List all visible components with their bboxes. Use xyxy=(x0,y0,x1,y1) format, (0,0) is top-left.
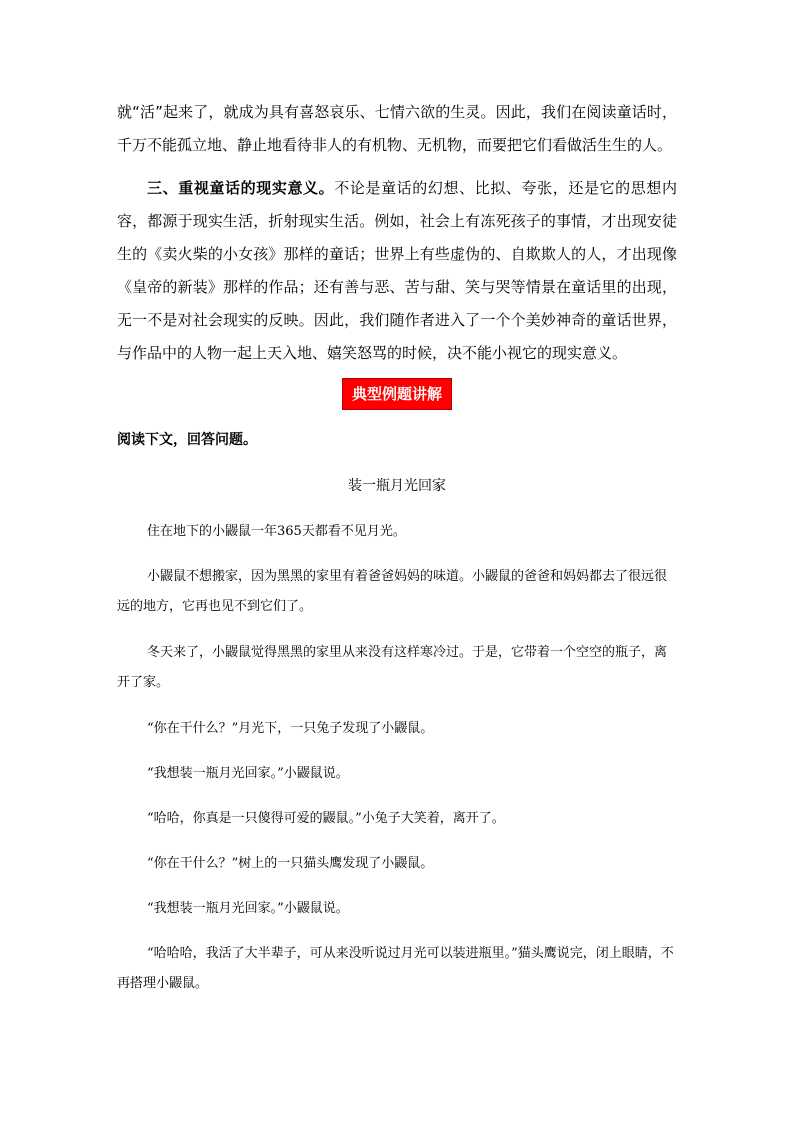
story-paragraph: 小鼹鼠不想搬家，因为黑黑的家里有着爸爸妈妈的味道。小鼹鼠的爸爸和妈妈都去了很远很远的地方，它再也见不到它们了。 xyxy=(117,569,668,614)
story-paragraph: 住在地下的小鼹鼠一年365天都看不见月光。 xyxy=(147,524,406,539)
paragraph-section-three xyxy=(117,172,677,370)
story-paragraph: “我想装一瓶月光回家。”小鼹鼠说。 xyxy=(147,766,349,781)
section-banner: 典型例题讲解 xyxy=(342,378,452,410)
story-paragraph: “你在干什么？”月光下，一只兔子发现了小鼹鼠。 xyxy=(147,721,434,736)
banner-container xyxy=(0,378,794,410)
section-three-heading: 三、重视童话的现实意义。 xyxy=(147,179,335,197)
story-paragraph: 冬天来了，小鼹鼠觉得黑黑的家里从来没有这样寒冷过。于是，它带着一个空空的瓶子，离开了家。 xyxy=(117,645,668,690)
story-paragraph: “哈哈，你真是一只傻得可爱的鼹鼠。”小兔子大笑着，离开了。 xyxy=(147,811,505,826)
section-three-body: 不论是童话的幻想、比拟、夸张，还是它的思想内容，都源于现实生活，折射现实生活。例如，社会上有冻死孩子的事情，才出现安徒生的《卖火柴的小女孩》那样的童话；世界上有些虚伪的、自欺欺人的人，才出现像《皇帝的新装》那样的作品；还有善与恶、苦与甜、笑与哭等情景在童话里的出现，无一不是对社会现实的反映。因此，我们随作者进入了一个个美妙神奇的童话世界，与作品中的人物一起上天入地、嬉笑怒骂的时候，决不能小视它的现实意义。 xyxy=(117,179,677,362)
story-title: 装一瓶月光回家 xyxy=(348,478,446,494)
paragraph-continuation: 就“活”起来了，就成为具有喜怒哀乐、七情六欲的生灵。因此，我们在阅读童话时，千万不能孤立地、静止地看待非人的有机物、无机物，而要把它们看做活生生的人。 xyxy=(117,103,677,154)
reading-instruction: 阅读下文，回答问题。 xyxy=(117,432,257,448)
story-paragraph: “你在干什么？”树上的一只猫头鹰发现了小鼹鼠。 xyxy=(147,856,434,871)
story-paragraph: “我想装一瓶月光回家。”小鼹鼠说。 xyxy=(147,901,349,916)
story-paragraph: “哈哈哈，我活了大半辈子，可从来没听说过月光可以装进瓶里。”猫头鹰说完，闭上眼睛，不再搭理小鼹鼠。 xyxy=(117,946,674,991)
